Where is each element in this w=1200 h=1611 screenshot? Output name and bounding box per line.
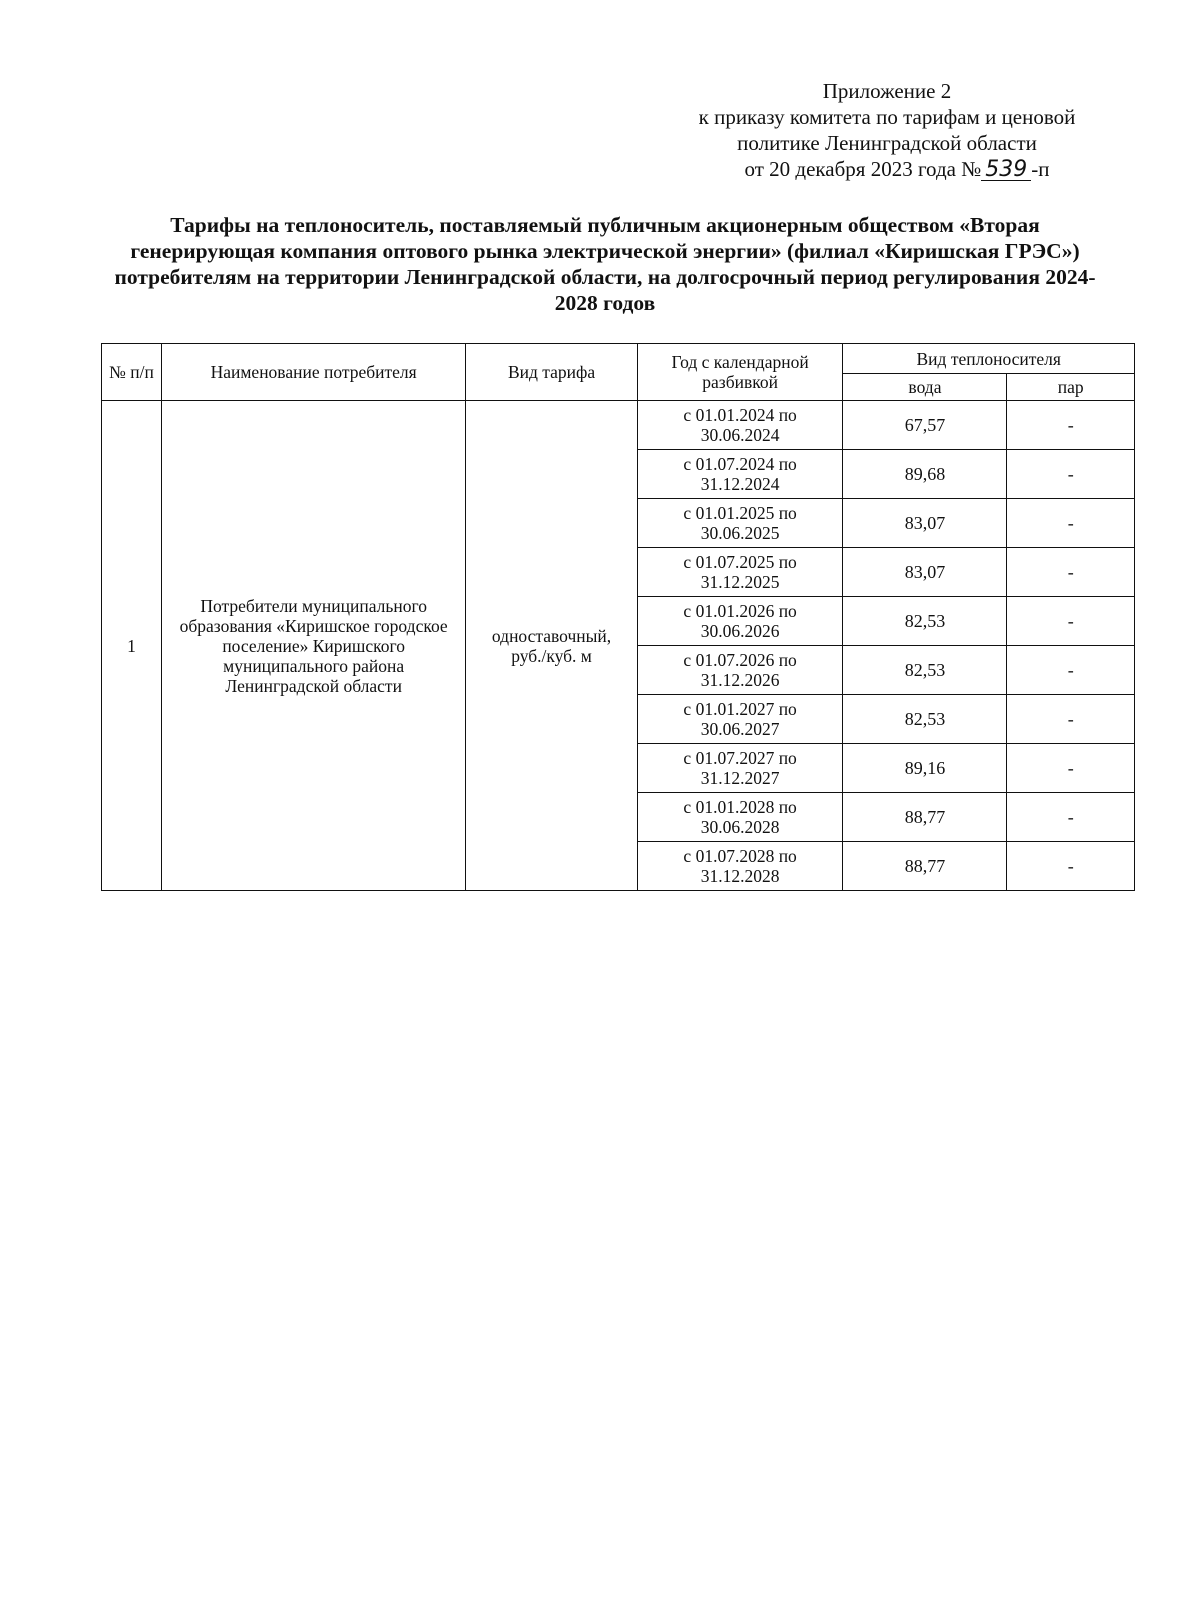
appendix-doc-suffix: -п — [1031, 157, 1050, 181]
steam-value: - — [1007, 646, 1135, 695]
water-value: 82,53 — [843, 646, 1007, 695]
water-value: 89,68 — [843, 450, 1007, 499]
header-number: № п/п — [102, 344, 162, 401]
water-value: 88,77 — [843, 842, 1007, 891]
appendix-title: Приложение 2 — [822, 79, 952, 103]
consumer-name: Потребители муниципального образования «Киришское городское поселение» Киришского муниципального района Ленинградской области — [162, 401, 466, 891]
appendix-committee-line: политике Ленинградской области — [737, 131, 1037, 155]
water-value: 83,07 — [843, 548, 1007, 597]
water-value: 83,07 — [843, 499, 1007, 548]
period-cell: с 01.07.2024 по 31.12.2024 — [637, 450, 843, 499]
water-value: 82,53 — [843, 597, 1007, 646]
appendix-date-prefix: от 20 декабря 2023 года № — [744, 157, 982, 181]
appendix-order-line: к приказу комитета по тарифам и ценовой — [698, 105, 1076, 129]
header-period: Год с календарной разбивкой — [637, 344, 843, 401]
water-value: 82,53 — [843, 695, 1007, 744]
period-cell: с 01.01.2025 по 30.06.2025 — [637, 499, 843, 548]
steam-value: - — [1007, 401, 1135, 450]
period-cell: с 01.01.2026 по 30.06.2026 — [637, 597, 843, 646]
steam-value: - — [1007, 793, 1135, 842]
steam-value: - — [1007, 842, 1135, 891]
period-cell: с 01.07.2025 по 31.12.2025 — [637, 548, 843, 597]
table-row — [102, 401, 1135, 450]
tariff-type: одноставочный, руб./куб. м — [466, 401, 637, 891]
period-cell: с 01.07.2026 по 31.12.2026 — [637, 646, 843, 695]
steam-value: - — [1007, 695, 1135, 744]
steam-value: - — [1007, 597, 1135, 646]
period-cell: с 01.07.2028 по 31.12.2028 — [637, 842, 843, 891]
period-cell: с 01.01.2027 по 30.06.2027 — [637, 695, 843, 744]
appendix-date-line — [662, 156, 1132, 182]
tariff-table — [101, 343, 1135, 891]
row-number: 1 — [102, 401, 162, 891]
table-header-row — [102, 344, 1135, 374]
handwritten-doc-number: 539 — [981, 160, 1031, 181]
water-value: 88,77 — [843, 793, 1007, 842]
appendix-header — [652, 78, 1122, 182]
steam-value: - — [1007, 548, 1135, 597]
header-water: вода — [843, 374, 1007, 401]
steam-value: - — [1007, 744, 1135, 793]
header-carrier: Вид теплоносителя — [843, 344, 1135, 374]
water-value: 67,57 — [843, 401, 1007, 450]
steam-value: - — [1007, 450, 1135, 499]
steam-value: - — [1007, 499, 1135, 548]
document-title: Тарифы на теплоноситель, поставляемый публичным акционерным обществом «Вторая генерирующая компания оптового рынка электрической энергии» (филиал «Киришская ГРЭС») потребителям на территории Ленинградской области, на долгосрочный период регулирования 2024-2028 годов — [114, 213, 1096, 315]
header-tariff-type: Вид тарифа — [466, 344, 637, 401]
header-consumer: Наименование потребителя — [162, 344, 466, 401]
header-steam: пар — [1007, 374, 1135, 401]
period-cell: с 01.01.2024 по 30.06.2024 — [637, 401, 843, 450]
period-cell: с 01.07.2027 по 31.12.2027 — [637, 744, 843, 793]
water-value: 89,16 — [843, 744, 1007, 793]
period-cell: с 01.01.2028 по 30.06.2028 — [637, 793, 843, 842]
